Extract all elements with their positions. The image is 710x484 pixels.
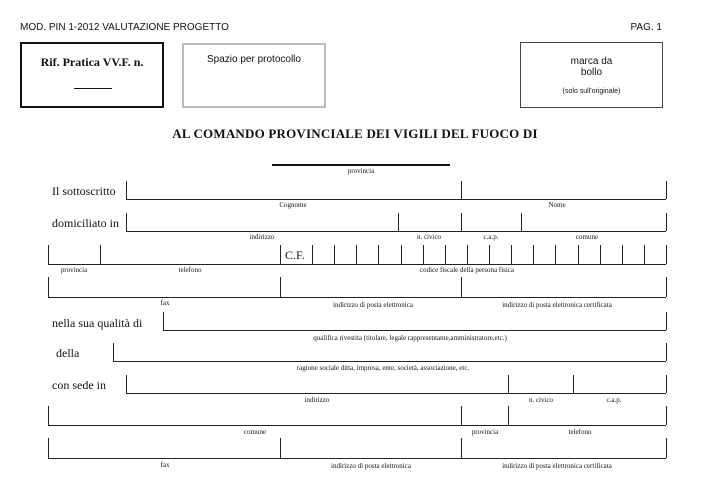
caption-cap: c.a.p. bbox=[483, 233, 499, 241]
caption-telefono: telefono bbox=[178, 266, 202, 274]
label-qualita: nella sua qualità di bbox=[52, 316, 143, 330]
tick bbox=[666, 312, 667, 330]
caption-sede-provincia: provincia bbox=[471, 428, 499, 436]
line-row1 bbox=[126, 199, 666, 200]
marca-line2: bollo bbox=[580, 67, 603, 78]
marca-line1: marca da bbox=[570, 56, 613, 67]
caption-sede-pec: indirizzo di posta elettronica certificata bbox=[502, 462, 612, 470]
caption-sede-n-civico: n. civico bbox=[528, 396, 554, 404]
cf-cell-divider bbox=[600, 245, 601, 264]
sede-provincia-field[interactable] bbox=[462, 406, 507, 425]
line-row2 bbox=[126, 231, 666, 232]
label-sede: con sede in bbox=[52, 378, 106, 392]
caption-sede-indirizzo: indirizzo bbox=[304, 396, 330, 404]
page-number: PAG. 1 bbox=[630, 22, 662, 33]
tick bbox=[666, 343, 667, 361]
label-cf: C.F. bbox=[285, 248, 305, 262]
caption-sede-cap: c.a.p. bbox=[606, 396, 622, 404]
nome-field[interactable] bbox=[462, 181, 665, 199]
cf-cell-divider bbox=[578, 245, 579, 264]
cf-cell-divider bbox=[644, 245, 645, 264]
tick bbox=[666, 277, 667, 297]
cf-cell-divider bbox=[312, 245, 313, 264]
tick bbox=[666, 213, 667, 231]
caption-ragione-sociale: ragione sociale ditta, impresa, ente, società, associazione, etc. bbox=[296, 364, 470, 372]
fax-field[interactable] bbox=[49, 277, 279, 297]
sede-cap-field[interactable] bbox=[574, 375, 665, 393]
line-row7 bbox=[126, 393, 666, 394]
sede-n-civico-field[interactable] bbox=[509, 375, 572, 393]
sede-comune-field[interactable] bbox=[49, 406, 460, 425]
caption-indirizzo: indirizzo bbox=[249, 233, 275, 241]
tick bbox=[666, 375, 667, 393]
protocollo-box bbox=[182, 43, 326, 108]
email-field[interactable] bbox=[281, 277, 460, 297]
cf-cell-divider bbox=[467, 245, 468, 264]
caption-pec: indirizzo di posta elettronica certificata bbox=[502, 301, 612, 309]
cf-cell-divider bbox=[511, 245, 512, 264]
provincia-field[interactable] bbox=[49, 245, 99, 264]
sede-email-field[interactable] bbox=[281, 438, 460, 458]
marca-bollo-box bbox=[520, 42, 663, 108]
caption-fax: fax bbox=[160, 299, 170, 307]
tick bbox=[666, 406, 667, 425]
line-row9 bbox=[48, 458, 666, 459]
line-row4 bbox=[48, 297, 666, 298]
rif-pratica-box bbox=[20, 42, 164, 108]
ragione-sociale-field[interactable] bbox=[114, 343, 665, 361]
protocollo-label: Spazio per protocollo bbox=[207, 54, 301, 65]
caption-comune: comune bbox=[575, 233, 599, 241]
sede-fax-field[interactable] bbox=[49, 438, 279, 458]
rif-pratica-blank[interactable] bbox=[74, 88, 112, 89]
line-row5 bbox=[163, 330, 666, 331]
cap-field[interactable] bbox=[462, 213, 520, 231]
caption-nome: Nome bbox=[548, 201, 566, 209]
telefono-field[interactable] bbox=[101, 245, 279, 264]
sede-pec-field[interactable] bbox=[462, 438, 665, 458]
cf-cell-divider bbox=[445, 245, 446, 264]
cognome-field[interactable] bbox=[127, 181, 460, 199]
cf-cell-divider bbox=[378, 245, 379, 264]
indirizzo-field[interactable] bbox=[127, 213, 397, 231]
tick bbox=[280, 245, 281, 264]
comando-provincia-field[interactable] bbox=[272, 164, 450, 166]
caption-sede-fax: fax bbox=[160, 461, 170, 469]
caption-qualifica: qualifica rivestita (titolare, legale rappresentante,amministratore,etc.) bbox=[313, 334, 507, 342]
line-row6 bbox=[113, 361, 666, 362]
cf-cell-divider bbox=[666, 245, 667, 264]
caption-cognome: Cognome bbox=[279, 201, 307, 209]
tick bbox=[666, 438, 667, 458]
label-domiciliato: domiciliato in bbox=[52, 216, 119, 230]
cf-cell-divider bbox=[489, 245, 490, 264]
qualifica-field[interactable] bbox=[164, 312, 665, 330]
cf-cell-divider bbox=[423, 245, 424, 264]
page-title: AL COMANDO PROVINCIALE DEI VIGILI DEL FUOCO DI bbox=[172, 126, 538, 141]
comune-field[interactable] bbox=[522, 213, 665, 231]
label-della: della bbox=[56, 346, 80, 360]
n-civico-field[interactable] bbox=[399, 213, 460, 231]
rif-pratica-label: Rif. Pratica VV.F. n. bbox=[40, 55, 144, 69]
cf-cell-divider bbox=[334, 245, 335, 264]
caption-email: indirizzo di posta elettronica bbox=[333, 301, 413, 309]
cf-cell-divider bbox=[622, 245, 623, 264]
pec-field[interactable] bbox=[462, 277, 665, 297]
caption-sede-telefono: telefono bbox=[568, 428, 592, 436]
cf-cell-divider bbox=[356, 245, 357, 264]
line-row8 bbox=[48, 425, 666, 426]
line-row3 bbox=[48, 264, 666, 265]
cf-cell-divider bbox=[401, 245, 402, 264]
tick bbox=[666, 181, 667, 199]
form-code: MOD. PIN 1-2012 VALUTAZIONE PROGETTO bbox=[20, 22, 229, 33]
caption-provincia: provincia bbox=[60, 266, 88, 274]
cf-cell-divider bbox=[533, 245, 534, 264]
caption-sede-comune: comune bbox=[243, 428, 267, 436]
caption-provincia-top: provincia bbox=[347, 167, 375, 175]
caption-n-civico: n. civico bbox=[416, 233, 442, 241]
cf-cell-divider bbox=[555, 245, 556, 264]
label-sottoscritto: Il sottoscritto bbox=[52, 184, 116, 198]
sede-indirizzo-field[interactable] bbox=[127, 375, 507, 393]
caption-codice-fiscale: codice fiscale della persona fisica bbox=[419, 266, 515, 274]
sede-telefono-field[interactable] bbox=[509, 406, 665, 425]
marca-note: (solo sull'originale) bbox=[562, 88, 621, 95]
caption-sede-email: indirizzo di posta elettronica bbox=[331, 462, 411, 470]
